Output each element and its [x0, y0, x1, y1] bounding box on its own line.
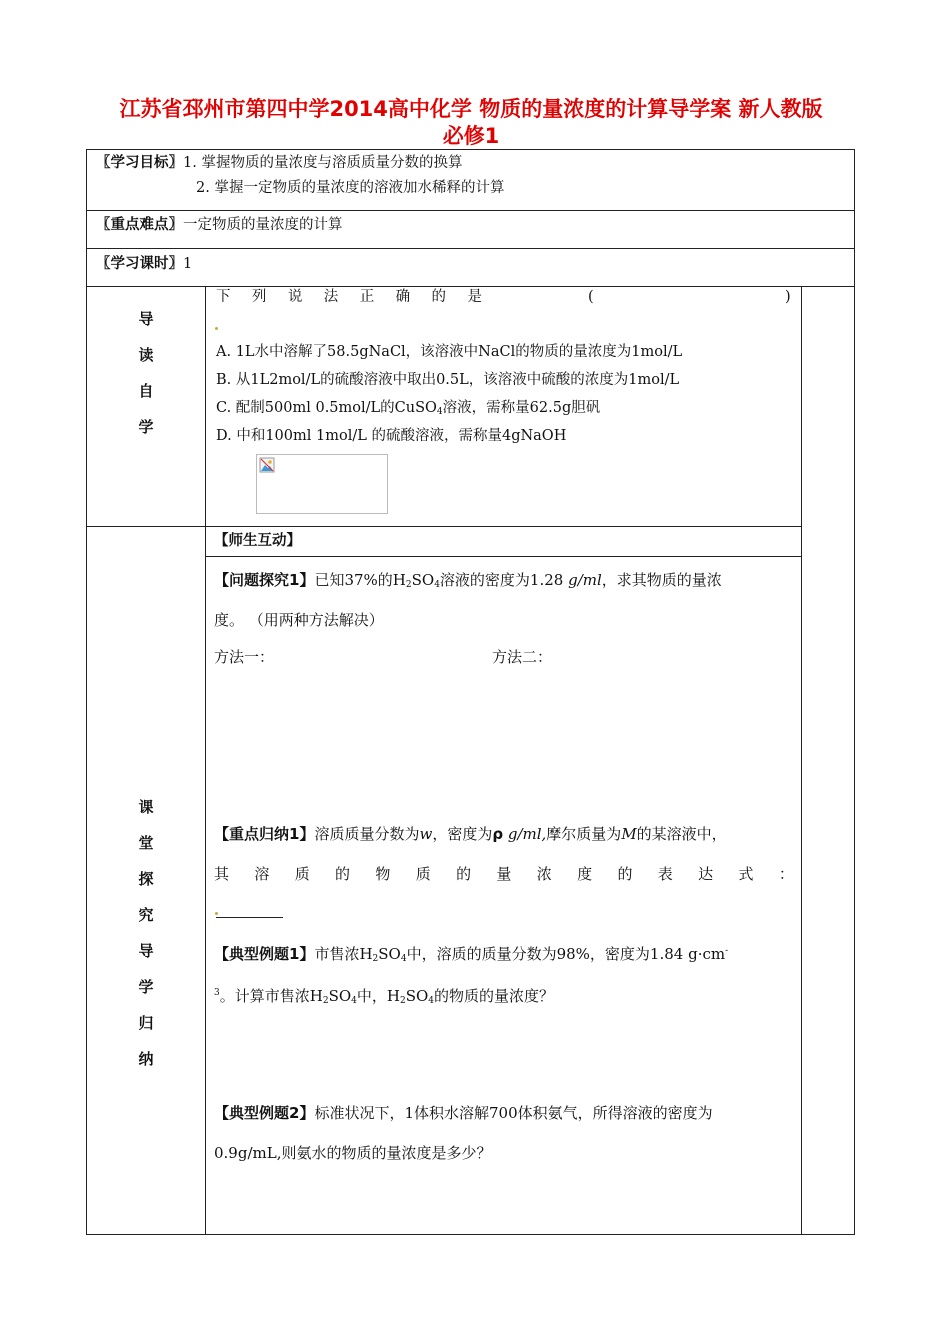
unit: g/ml,: [503, 825, 547, 843]
broken-image-icon: [259, 457, 275, 473]
key-points-label: 〖重点难点〗: [96, 217, 183, 233]
stray-dot: [215, 327, 218, 330]
explore-side-char-7: 归: [138, 1014, 154, 1032]
summary-text: 的某溶液中，: [636, 825, 727, 843]
summary-char: 的: [456, 865, 472, 883]
explore-side-char-2: 堂: [138, 834, 154, 852]
superscript: 3: [214, 988, 220, 998]
subscript: 4: [428, 996, 435, 1006]
row-divider-2: [86, 248, 855, 249]
typical-example-2: [214, 1103, 713, 1123]
key-points-row: [96, 215, 343, 235]
table-border-right: [854, 149, 855, 1235]
question-explore-1: [214, 570, 722, 595]
summary-text: 摩尔质量为: [546, 825, 622, 843]
subscript: 2: [399, 996, 406, 1006]
summary-char: 达: [698, 865, 714, 883]
example-text: 中，H: [356, 987, 400, 1005]
method-two: 方法二：: [492, 648, 553, 666]
question-text: SO: [411, 571, 435, 589]
question-char: 正: [359, 289, 375, 305]
column-divider-right: [801, 286, 802, 1235]
preview-side-char-1: 导: [138, 310, 154, 328]
answer-paren-open: (: [588, 289, 594, 305]
subscript: 4: [351, 996, 357, 1006]
explore-side-char-8: 纳: [138, 1050, 154, 1068]
summary-char: 的: [617, 865, 633, 883]
question-label: 【问题探究1】: [214, 571, 315, 589]
teacher-student-interaction: 【师生互动】: [214, 533, 301, 549]
question-char: 说: [287, 289, 303, 305]
example-label: 【典型例题2】: [214, 1104, 315, 1122]
example-text: SO: [378, 945, 401, 963]
broken-image-placeholder: [256, 454, 388, 514]
key-summary-1: [214, 824, 727, 844]
table-border-bottom: [86, 1234, 855, 1235]
key-summary-1-line-2: [214, 864, 794, 884]
question-char: 法: [323, 289, 339, 305]
question-text: 已知37%的H: [314, 571, 406, 589]
subscript: 2: [322, 996, 329, 1006]
example-text: 标准状况下，1体积水溶解700体积氨气，所得溶液的密度为: [314, 1104, 713, 1122]
question-char: 确: [395, 289, 411, 305]
summary-text: 溶质质量分数为: [314, 825, 420, 843]
preview-side-char-4: 学: [138, 418, 154, 436]
preview-side-char-3: 自: [138, 382, 154, 400]
column-divider-left: [205, 286, 206, 1235]
preview-question: [216, 287, 482, 307]
option-b: B. 从1L2mol/L的硫酸溶液中取出0.5L，该溶液中硫酸的浓度为1mol/L: [216, 372, 680, 388]
superscript: -: [725, 946, 729, 956]
summary-char: 量: [496, 865, 512, 883]
summary-label: 【重点归纳1】: [214, 825, 315, 843]
answer-blank-line: [216, 917, 283, 918]
title-line-1: 江苏省邳州市第四中学2014高中化学 物质的量浓度的计算导学案 新人教版: [119, 97, 823, 121]
summary-char: 溶: [254, 865, 270, 883]
explore-side-char-5: 导: [138, 942, 154, 960]
question-text: 溶液的密度为1.28: [439, 571, 569, 589]
summary-text: ，密度为: [432, 825, 493, 843]
question-char: 是: [467, 289, 482, 305]
summary-char: 其: [214, 865, 230, 883]
summary-char: 物: [375, 865, 391, 883]
typical-example-2-line-2: 0.9g/mL,则氨水的物质的量浓度是多少？: [214, 1144, 492, 1162]
class-hours-label: 〖学习课时〗: [96, 256, 183, 272]
document-title: [86, 96, 856, 150]
row-divider-4: [86, 526, 802, 527]
question-text: ，求其物质的量浓: [601, 571, 722, 589]
example-text: 市售浓H: [314, 945, 373, 963]
example-text: SO: [328, 987, 352, 1005]
summary-char: 的: [335, 865, 351, 883]
question-char: 列: [251, 289, 267, 305]
summary-char: ：: [778, 865, 794, 883]
objectives-row: [96, 153, 462, 173]
question-explore-1-line-2: 度。 （用两种方法解决）: [214, 611, 384, 629]
subscript: 2: [372, 954, 379, 964]
unit: g/ml: [568, 571, 602, 589]
title-line-2: 必修1: [442, 124, 500, 148]
example-label: 【典型例题1】: [214, 945, 315, 963]
objective-2: 2. 掌握一定物质的量浓度的溶液加水稀释的计算: [196, 180, 505, 196]
preview-side-char-2: 读: [138, 346, 154, 364]
class-hours-row: [96, 254, 192, 274]
summary-char: 表: [657, 865, 673, 883]
stray-dot: [215, 912, 218, 915]
subscript: 2: [405, 580, 412, 590]
typical-example-1: [214, 941, 728, 969]
option-c: [216, 398, 600, 422]
example-text: SO: [405, 987, 429, 1005]
explore-side-char-1: 课: [138, 798, 154, 816]
option-c-text: C. 配制500ml 0.5mol/L的CuSO: [216, 400, 437, 416]
subscript: 4: [434, 580, 440, 590]
subscript: 4: [436, 407, 443, 417]
objective-1: 1. 掌握物质的量浓度与溶质质量分数的换算: [183, 155, 463, 171]
table-border-top: [86, 149, 855, 150]
class-hours-value: 1: [183, 256, 193, 272]
var-w: w: [419, 825, 433, 843]
typical-example-1-line-2: [214, 983, 554, 1011]
explore-side-char-4: 究: [138, 906, 154, 924]
example-text: 的物质的量浓度？: [434, 987, 555, 1005]
option-d: D. 中和100ml 1mol/L 的硫酸溶液，需称量4gNaOH: [216, 428, 567, 444]
summary-char: 质: [294, 865, 310, 883]
summary-char: 式: [738, 865, 754, 883]
summary-char: 质: [415, 865, 431, 883]
question-char: 的: [431, 289, 447, 305]
objectives-label: 〖学习目标〗: [96, 155, 183, 171]
example-text: 中，溶质的质量分数为98%，密度为1.84 g·cm: [406, 945, 726, 963]
example-text: 。计算市售浓H: [219, 987, 323, 1005]
option-a: A. 1L水中溶解了58.5gNaCl，该溶液中NaCl的物质的量浓度为1mol/L: [216, 344, 683, 360]
question-char: 下: [216, 289, 231, 305]
explore-side-char-6: 学: [138, 978, 154, 996]
answer-paren-close: ): [785, 289, 791, 305]
inner-divider-interaction: [205, 556, 802, 557]
option-c-text: 溶液，需称量62.5g胆矾: [442, 400, 601, 416]
row-divider-1: [86, 210, 855, 211]
key-points-text: 一定物质的量浓度的计算: [183, 217, 343, 233]
var-m: M: [621, 825, 637, 843]
summary-char: 度: [577, 865, 593, 883]
table-border-left: [86, 149, 87, 1235]
explore-side-char-3: 探: [138, 870, 154, 888]
summary-char: 浓: [536, 865, 552, 883]
subscript: 4: [400, 954, 407, 964]
method-one: 方法一：: [214, 648, 275, 666]
var-rho: ρ: [492, 825, 504, 843]
